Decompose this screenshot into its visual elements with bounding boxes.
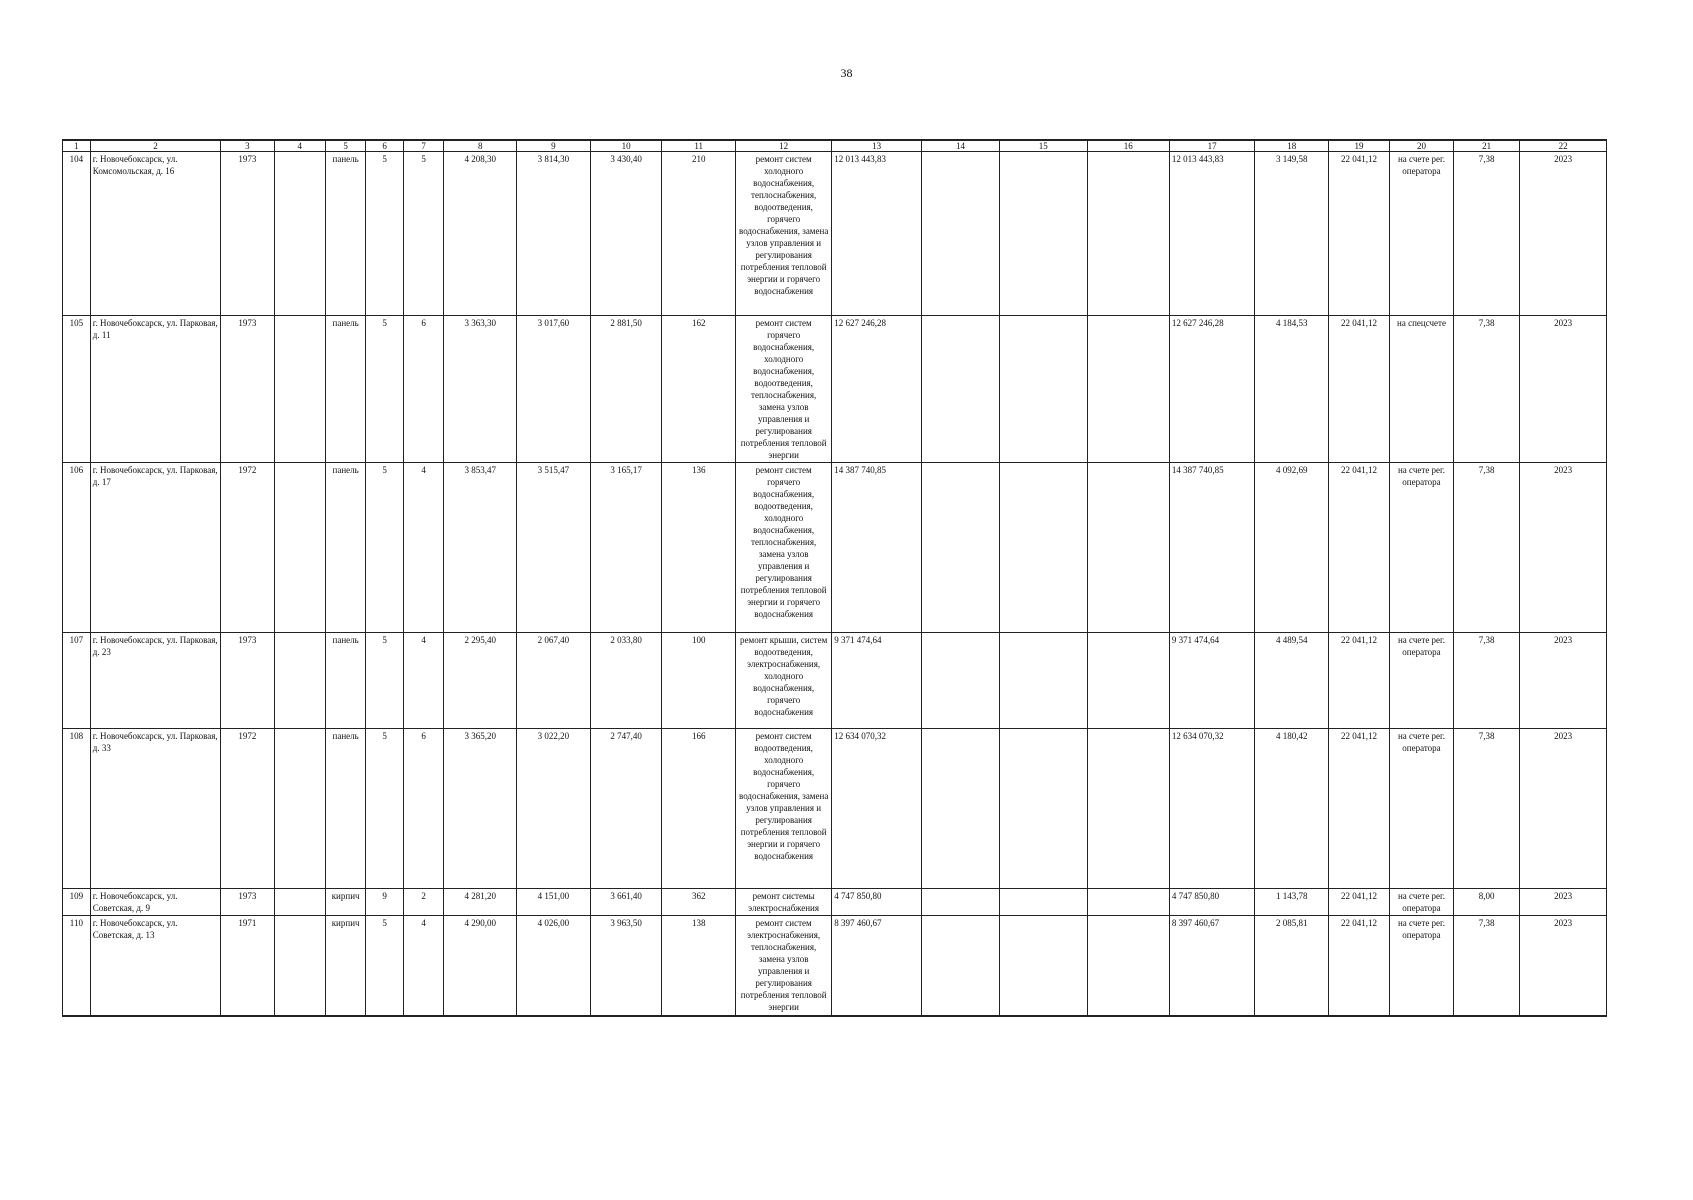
owners-funds-cell: 12 013 443,83 [1169, 152, 1254, 316]
entrances-cell: 4 [403, 633, 444, 729]
total-cost-cell: 12 013 443,83 [832, 152, 922, 316]
column-number: 7 [403, 140, 444, 152]
account-type-cell: на счете рег. оператора [1389, 729, 1453, 889]
living-area-cell: 3 963,50 [590, 916, 662, 1016]
column-number: 10 [590, 140, 662, 152]
column-number: 18 [1255, 140, 1329, 152]
row-number: 107 [63, 633, 91, 729]
entrances-cell: 4 [403, 463, 444, 633]
works-list-cell: ремонт систем горячего водоснабжения, водоотведения, холодного водоснабжения, теплоснабжения, замена узлов управления и регулирования потребления тепловой энергии и горячего водоснабжения [736, 463, 832, 633]
empty-cell [1087, 633, 1169, 729]
living-area-cell: 3 430,40 [590, 152, 662, 316]
table-row [63, 889, 1607, 916]
contribution-cell: 7,38 [1454, 916, 1520, 1016]
contribution-cell: 8,00 [1454, 889, 1520, 916]
premises-area-cell: 4 151,00 [517, 889, 591, 916]
unit-cost-cell: 4 184,53 [1255, 316, 1329, 463]
floors-cell: 5 [366, 152, 403, 316]
empty-cell [921, 889, 999, 916]
column-number: 8 [444, 140, 517, 152]
works-list-cell: ремонт систем водоотведения, холодного водоснабжения, горячего водоснабжения, замена узлов управления и регулирования потребления тепловой энергии и горячего водоснабжения [736, 729, 832, 889]
contribution-cell: 7,38 [1454, 633, 1520, 729]
limit-cost-cell: 22 041,12 [1329, 916, 1390, 1016]
residents-cell: 100 [662, 633, 736, 729]
year-cell: 1971 [221, 916, 274, 1016]
unit-cost-cell: 2 085,81 [1255, 916, 1329, 1016]
wall-material-cell: панель [325, 316, 366, 463]
limit-cost-cell: 22 041,12 [1329, 633, 1390, 729]
empty-cell [1087, 729, 1169, 889]
empty-cell [274, 729, 325, 889]
table-row [63, 916, 1607, 1016]
capital-repair-table [62, 139, 1607, 1017]
column-number: 12 [736, 140, 832, 152]
limit-cost-cell: 22 041,12 [1329, 463, 1390, 633]
unit-cost-cell: 3 149,58 [1255, 152, 1329, 316]
account-type-cell: на счете рег. оператора [1389, 916, 1453, 1016]
owners-funds-cell: 12 634 070,32 [1169, 729, 1254, 889]
works-list-cell: ремонт систем электроснабжения, теплоснабжения, замена узлов управления и регулирования потребления тепловой энергии [736, 916, 832, 1016]
premises-area-cell: 3 017,60 [517, 316, 591, 463]
row-number: 109 [63, 889, 91, 916]
account-type-cell: на счете рег. оператора [1389, 633, 1453, 729]
limit-cost-cell: 22 041,12 [1329, 889, 1390, 916]
owners-funds-cell: 14 387 740,85 [1169, 463, 1254, 633]
account-type-cell: на спецсчете [1389, 316, 1453, 463]
wall-material-cell: панель [325, 463, 366, 633]
contribution-cell: 7,38 [1454, 152, 1520, 316]
residents-cell: 166 [662, 729, 736, 889]
owners-funds-cell: 8 397 460,67 [1169, 916, 1254, 1016]
total-area-cell: 4 281,20 [444, 889, 517, 916]
limit-cost-cell: 22 041,12 [1329, 152, 1390, 316]
total-area-cell: 3 365,20 [444, 729, 517, 889]
owners-funds-cell: 9 371 474,64 [1169, 633, 1254, 729]
floors-cell: 9 [366, 889, 403, 916]
column-number: 17 [1169, 140, 1254, 152]
account-type-cell: на счете рег. оператора [1389, 152, 1453, 316]
empty-cell [921, 633, 999, 729]
empty-cell [999, 316, 1087, 463]
column-number: 16 [1087, 140, 1169, 152]
address-cell: г. Новочебоксарск, ул. Комсомольская, д. 16 [90, 152, 220, 316]
address-cell: г. Новочебоксарск, ул. Парковая, д. 11 [90, 316, 220, 463]
empty-cell [999, 889, 1087, 916]
limit-cost-cell: 22 041,12 [1329, 729, 1390, 889]
address-cell: г. Новочебоксарск, ул. Парковая, д. 33 [90, 729, 220, 889]
column-number: 22 [1520, 140, 1607, 152]
column-number: 21 [1454, 140, 1520, 152]
residents-cell: 162 [662, 316, 736, 463]
year-cell: 1973 [221, 316, 274, 463]
column-number: 6 [366, 140, 403, 152]
table-body [63, 152, 1607, 1016]
empty-cell [1087, 916, 1169, 1016]
total-cost-cell: 4 747 850,80 [832, 889, 922, 916]
premises-area-cell: 3 814,30 [517, 152, 591, 316]
floors-cell: 5 [366, 916, 403, 1016]
column-number: 20 [1389, 140, 1453, 152]
empty-cell [999, 916, 1087, 1016]
column-number: 3 [221, 140, 274, 152]
empty-cell [1087, 463, 1169, 633]
floors-cell: 5 [366, 316, 403, 463]
column-number-row [63, 140, 1607, 152]
table-row [63, 316, 1607, 463]
empty-cell [921, 463, 999, 633]
premises-area-cell: 2 067,40 [517, 633, 591, 729]
works-list-cell: ремонт систем горячего водоснабжения, холодного водоснабжения, водоотведения, теплоснабжения, замена узлов управления и регулирования потребления тепловой энергии [736, 316, 832, 463]
contribution-cell: 7,38 [1454, 463, 1520, 633]
owners-funds-cell: 12 627 246,28 [1169, 316, 1254, 463]
total-area-cell: 2 295,40 [444, 633, 517, 729]
limit-cost-cell: 22 041,12 [1329, 316, 1390, 463]
entrances-cell: 6 [403, 729, 444, 889]
row-number: 105 [63, 316, 91, 463]
column-number: 11 [662, 140, 736, 152]
total-area-cell: 4 290,00 [444, 916, 517, 1016]
empty-cell [274, 152, 325, 316]
column-number: 14 [921, 140, 999, 152]
year-cell: 1973 [221, 152, 274, 316]
living-area-cell: 3 165,17 [590, 463, 662, 633]
account-type-cell: на счете рег. оператора [1389, 463, 1453, 633]
total-area-cell: 3 853,47 [444, 463, 517, 633]
wall-material-cell: панель [325, 152, 366, 316]
entrances-cell: 2 [403, 889, 444, 916]
total-cost-cell: 12 627 246,28 [832, 316, 922, 463]
owners-funds-cell: 4 747 850,80 [1169, 889, 1254, 916]
wall-material-cell: кирпич [325, 916, 366, 1016]
address-cell: г. Новочебоксарск, ул. Парковая, д. 17 [90, 463, 220, 633]
total-area-cell: 3 363,30 [444, 316, 517, 463]
table-row [63, 463, 1607, 633]
entrances-cell: 6 [403, 316, 444, 463]
total-cost-cell: 12 634 070,32 [832, 729, 922, 889]
table-row [63, 729, 1607, 889]
residents-cell: 136 [662, 463, 736, 633]
year-cell: 1973 [221, 633, 274, 729]
floors-cell: 5 [366, 633, 403, 729]
residents-cell: 362 [662, 889, 736, 916]
entrances-cell: 4 [403, 916, 444, 1016]
works-list-cell: ремонт системы электроснабжения [736, 889, 832, 916]
unit-cost-cell: 1 143,78 [1255, 889, 1329, 916]
wall-material-cell: панель [325, 633, 366, 729]
completion-year-cell: 2023 [1520, 463, 1607, 633]
empty-cell [921, 316, 999, 463]
works-list-cell: ремонт систем холодного водоснабжения, теплоснабжения, водоотведения, горячего водоснабжения, замена узлов управления и регулирования потребления тепловой энергии и горячего водоснабжения [736, 152, 832, 316]
completion-year-cell: 2023 [1520, 633, 1607, 729]
premises-area-cell: 3 022,20 [517, 729, 591, 889]
column-number: 15 [999, 140, 1087, 152]
empty-cell [999, 463, 1087, 633]
year-cell: 1972 [221, 463, 274, 633]
table-row [63, 152, 1607, 316]
unit-cost-cell: 4 180,42 [1255, 729, 1329, 889]
account-type-cell: на счете рег. оператора [1389, 889, 1453, 916]
floors-cell: 5 [366, 729, 403, 889]
row-number: 106 [63, 463, 91, 633]
living-area-cell: 2 033,80 [590, 633, 662, 729]
completion-year-cell: 2023 [1520, 152, 1607, 316]
year-cell: 1973 [221, 889, 274, 916]
completion-year-cell: 2023 [1520, 316, 1607, 463]
empty-cell [921, 729, 999, 889]
floors-cell: 5 [366, 463, 403, 633]
living-area-cell: 3 661,40 [590, 889, 662, 916]
empty-cell [274, 316, 325, 463]
wall-material-cell: кирпич [325, 889, 366, 916]
completion-year-cell: 2023 [1520, 916, 1607, 1016]
column-number: 5 [325, 140, 366, 152]
premises-area-cell: 4 026,00 [517, 916, 591, 1016]
page-number: 38 [840, 66, 853, 80]
column-number: 13 [832, 140, 922, 152]
row-number: 104 [63, 152, 91, 316]
living-area-cell: 2 881,50 [590, 316, 662, 463]
empty-cell [921, 152, 999, 316]
column-number: 2 [90, 140, 220, 152]
contribution-cell: 7,38 [1454, 316, 1520, 463]
wall-material-cell: панель [325, 729, 366, 889]
column-number: 4 [274, 140, 325, 152]
empty-cell [274, 916, 325, 1016]
living-area-cell: 2 747,40 [590, 729, 662, 889]
entrances-cell: 5 [403, 152, 444, 316]
empty-cell [999, 729, 1087, 889]
residents-cell: 138 [662, 916, 736, 1016]
address-cell: г. Новочебоксарск, ул. Советская, д. 9 [90, 889, 220, 916]
table-row [63, 633, 1607, 729]
residents-cell: 210 [662, 152, 736, 316]
completion-year-cell: 2023 [1520, 889, 1607, 916]
empty-cell [999, 152, 1087, 316]
total-cost-cell: 14 387 740,85 [832, 463, 922, 633]
year-cell: 1972 [221, 729, 274, 889]
column-number: 9 [517, 140, 591, 152]
works-list-cell: ремонт крыши, систем водоотведения, электроснабжения, холодного водоснабжения, горячего водоснабжения [736, 633, 832, 729]
row-number: 108 [63, 729, 91, 889]
column-number: 1 [63, 140, 91, 152]
total-area-cell: 4 208,30 [444, 152, 517, 316]
total-cost-cell: 8 397 460,67 [832, 916, 922, 1016]
empty-cell [1087, 152, 1169, 316]
unit-cost-cell: 4 092,69 [1255, 463, 1329, 633]
empty-cell [1087, 316, 1169, 463]
total-cost-cell: 9 371 474,64 [832, 633, 922, 729]
empty-cell [921, 916, 999, 1016]
completion-year-cell: 2023 [1520, 729, 1607, 889]
column-number: 19 [1329, 140, 1390, 152]
empty-cell [1087, 889, 1169, 916]
row-number: 110 [63, 916, 91, 1016]
empty-cell [274, 889, 325, 916]
contribution-cell: 7,38 [1454, 729, 1520, 889]
unit-cost-cell: 4 489,54 [1255, 633, 1329, 729]
empty-cell [999, 633, 1087, 729]
address-cell: г. Новочебоксарск, ул. Советская, д. 13 [90, 916, 220, 1016]
empty-cell [274, 463, 325, 633]
premises-area-cell: 3 515,47 [517, 463, 591, 633]
empty-cell [274, 633, 325, 729]
address-cell: г. Новочебоксарск, ул. Парковая, д. 23 [90, 633, 220, 729]
